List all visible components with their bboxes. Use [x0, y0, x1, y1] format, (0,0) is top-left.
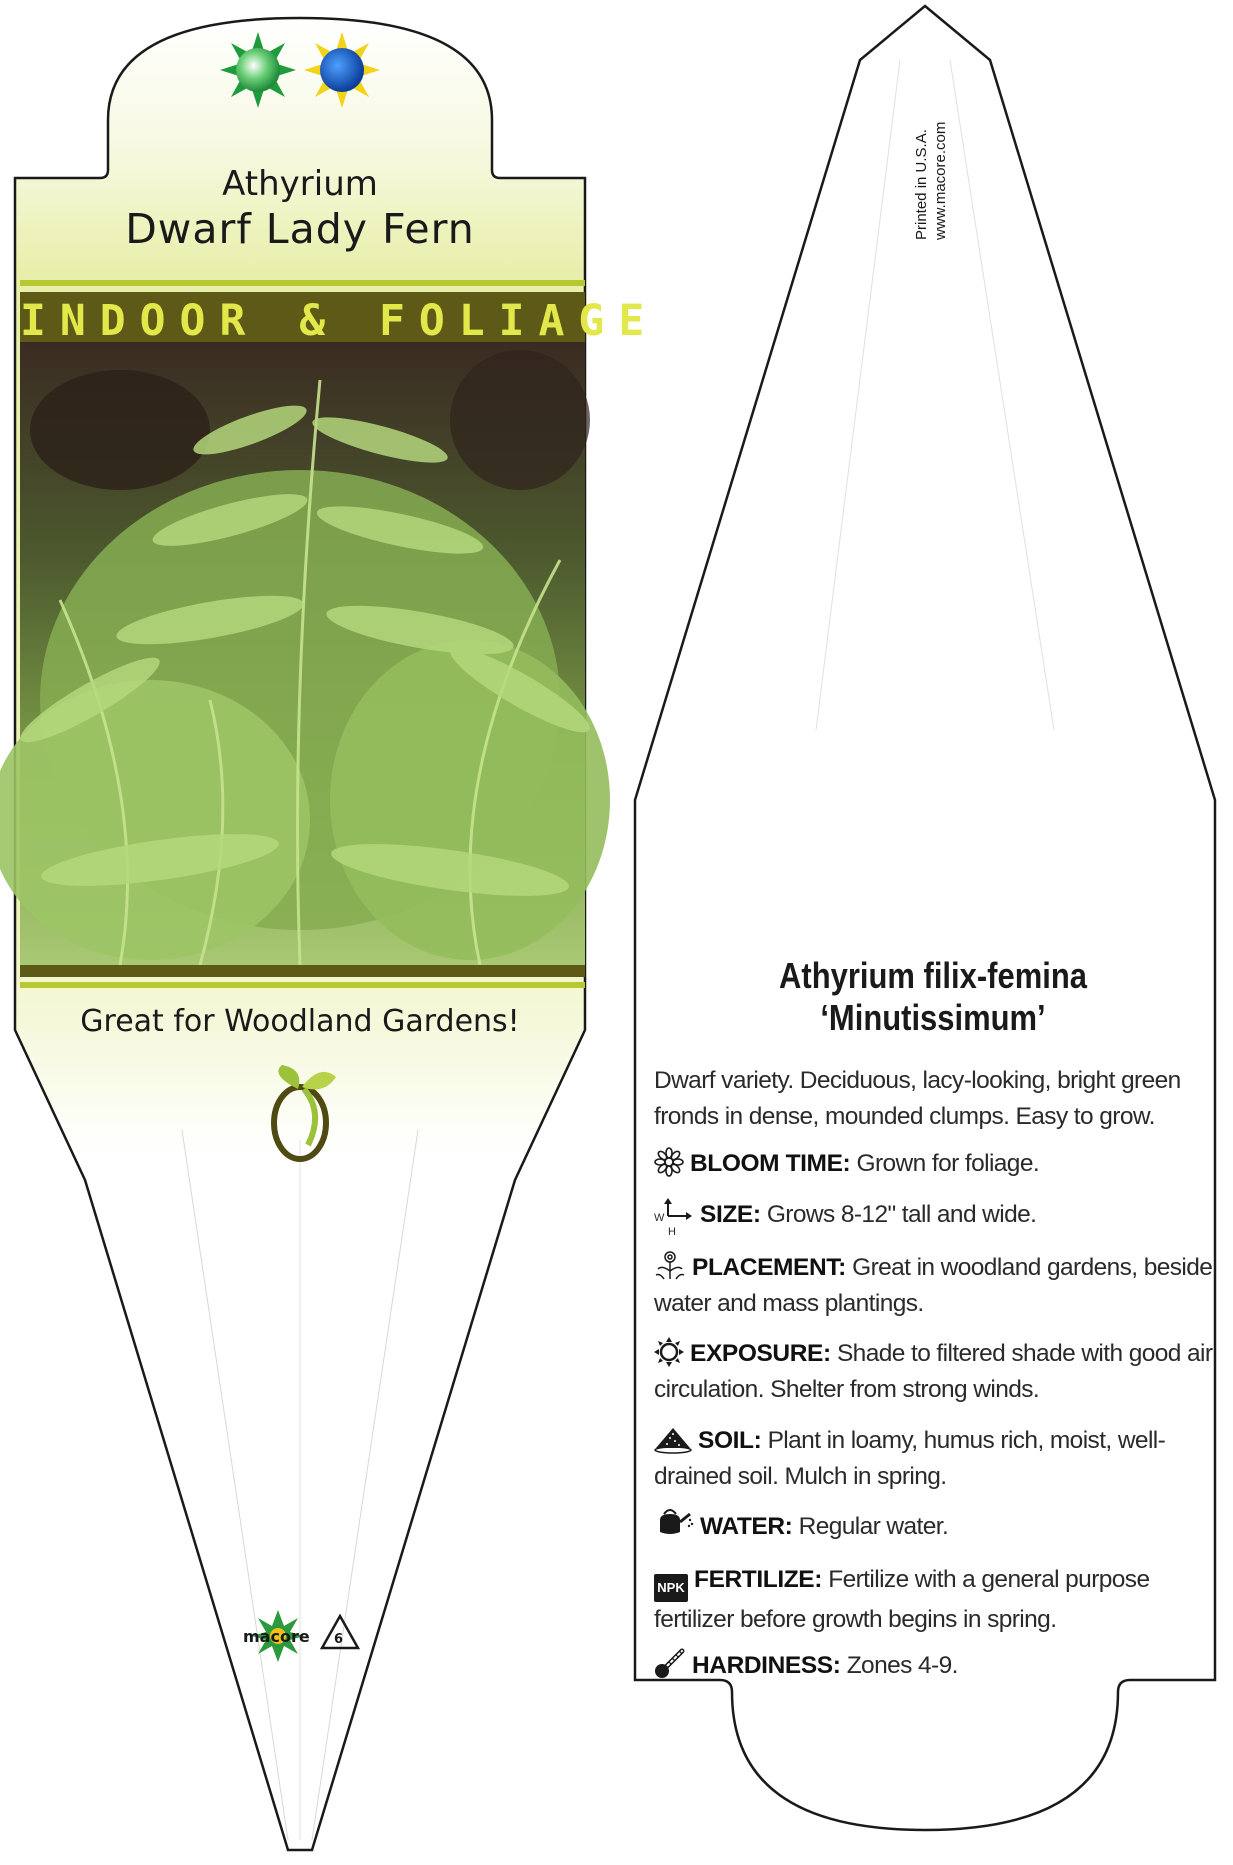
brand-logo-text: macore	[243, 1627, 310, 1646]
front-genus-name: Athyrium	[222, 164, 378, 204]
fern-photo	[0, 342, 610, 965]
attr-label: PLACEMENT:	[692, 1254, 846, 1281]
scientific-name-line2: ‘Minutissimum’	[820, 997, 1046, 1038]
blue-sun-icon	[304, 32, 380, 108]
accent-line-top	[20, 280, 585, 286]
back-tag-outline	[635, 6, 1215, 1830]
accent-band-bottom	[20, 965, 585, 977]
size-icon-w: W	[654, 1212, 665, 1224]
thermometer-icon	[654, 1647, 686, 1679]
placement-plants-icon	[654, 1249, 686, 1281]
plant-description: Dwarf variety. Deciduous, lacy-looking, bright green fronds in dense, mounded clumps. Easy to grow.	[654, 1067, 1181, 1130]
attr-text: Shade to filtered shade with good air circulation. Shelter from strong winds.	[654, 1340, 1213, 1403]
npk-bag-icon: NPK	[654, 1574, 688, 1602]
attr-label: SOIL:	[698, 1427, 762, 1454]
attr-text: Grows 8-12" tall and wide.	[766, 1201, 1037, 1228]
attr-water	[654, 1508, 1214, 1545]
attr-text: Zones 4-9.	[846, 1652, 958, 1679]
attr-label: WATER:	[700, 1513, 793, 1540]
watering-can-icon	[654, 1508, 694, 1540]
recycle-code: 6	[334, 1632, 344, 1647]
front-tagline: Great for Woodland Gardens!	[80, 1004, 520, 1039]
scientific-name-line1: Athyrium filix-femina	[779, 955, 1087, 996]
flower-icon	[654, 1147, 684, 1177]
attr-soil	[654, 1423, 1214, 1495]
size-icon-h: H	[668, 1226, 676, 1238]
attr-label: EXPOSURE:	[690, 1340, 831, 1367]
attr-text: Regular water.	[798, 1513, 949, 1540]
green-star-sun-icon	[220, 32, 296, 108]
attr-hardiness	[654, 1647, 1214, 1684]
attr-size	[654, 1197, 1214, 1238]
sun-outline-icon	[654, 1337, 684, 1367]
category-band-label: INDOOR & FOLIAGE	[20, 296, 659, 346]
soil-mound-icon	[654, 1424, 692, 1454]
front-common-name: Dwarf Lady Fern	[125, 205, 475, 253]
printed-in-text: Printed in U.S.A.	[913, 129, 930, 240]
printed-in-note	[912, 0, 950, 240]
accent-line-bottom	[20, 982, 585, 988]
attr-fertilize	[654, 1562, 1214, 1638]
website-text: www.macore.com	[932, 121, 949, 240]
attr-exposure	[654, 1336, 1214, 1408]
attr-label: SIZE:	[700, 1201, 761, 1228]
size-arrows-icon	[654, 1198, 694, 1238]
attr-text: Fertilize with a general purpose fertilizer before growth begins in spring.	[654, 1566, 1150, 1633]
attr-bloom-time	[654, 1146, 1214, 1182]
attr-text: Grown for foliage.	[856, 1150, 1040, 1177]
attr-text: Plant in loamy, humus rich, moist, well-drained soil. Mulch in spring.	[654, 1427, 1166, 1490]
attr-label: BLOOM TIME:	[690, 1150, 851, 1177]
scientific-name	[675, 955, 1191, 1039]
attr-label: FERTILIZE:	[694, 1566, 823, 1593]
attr-label: HARDINESS:	[692, 1652, 841, 1679]
attr-text: Great in woodland gardens, beside water and mass plantings.	[654, 1254, 1213, 1317]
attr-placement	[654, 1249, 1214, 1322]
